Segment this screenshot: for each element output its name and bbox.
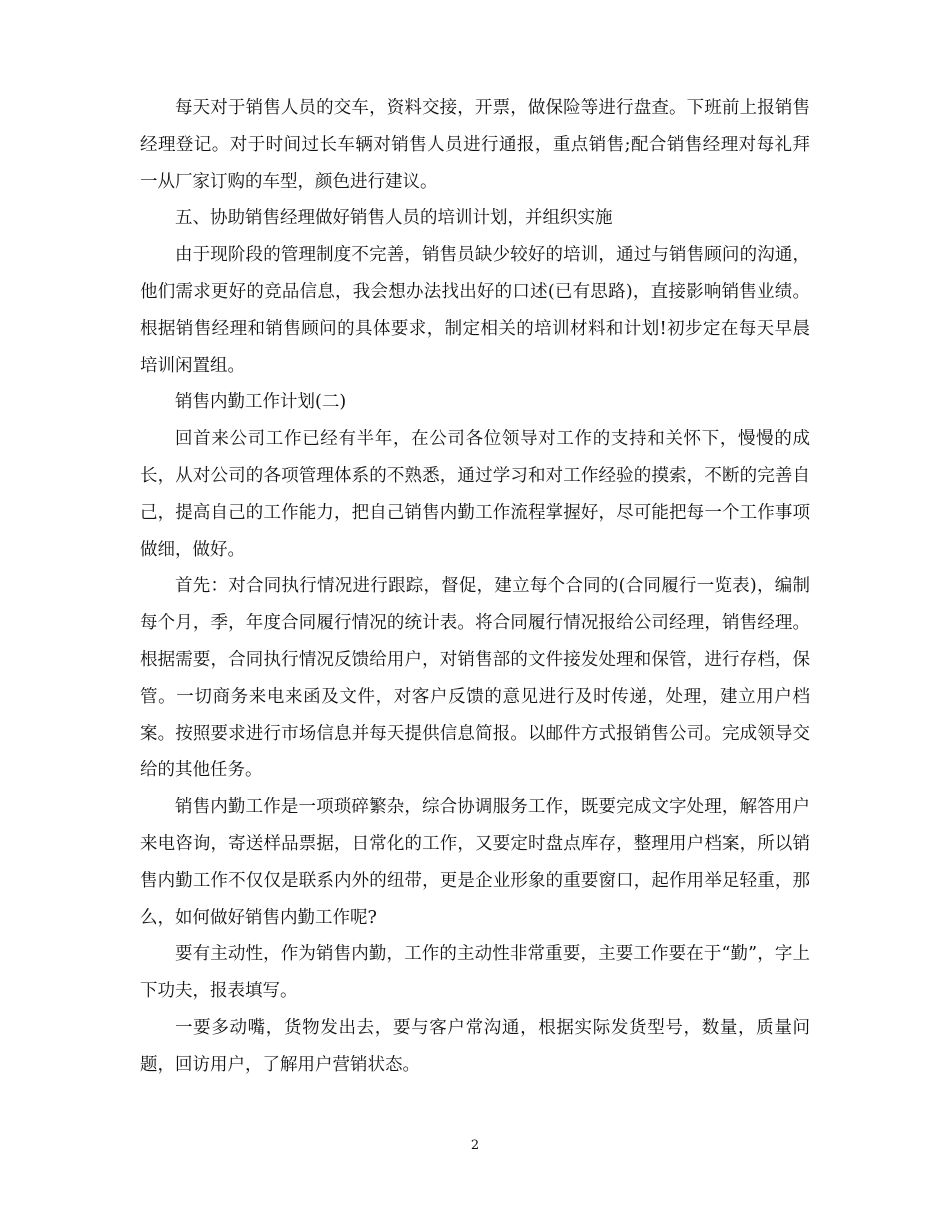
section-heading-plan-two: 销售内勤工作计划(二) [175, 392, 347, 413]
paragraph-training-plan: 由于现阶段的管理制度不完善，销售员缺少较好的培训，通过与销售顾问的沟通，他们需求更好的竞品信息，我会想办法找出好的口述(已有思路)，直接影响销售业绩。根据销售经理和销售顾问的具体要求，制定相关的培训材料和计划!初步定在每天早晨培训闲置组。 [140, 245, 810, 376]
paragraph-review: 回首来公司工作已经有半年，在公司各位领导对工作的支持和关怀下，慢慢的成长，从对公司的各项管理体系的不熟悉，通过学习和对工作经验的摸索，不断的完善自己，提高自己的工作能力，把自己销售内勤工作流程掌握好，尽可能把每一个工作事项做细，做好。 [140, 429, 810, 560]
paragraph-contract-tracking: 首先：对合同执行情况进行跟踪，督促，建立每个合同的(合同履行一览表)，编制每个月，季，年度合同履行情况的统计表。将合同履行情况报给公司经理，销售经理。根据需要，合同执行情况反馈给用户，对销售部的文件接发处理和保管，进行存档，保管。一切商务来电来函及文件，对客户反馈的意见进行及时传递，处理，建立用户档案。按照要求进行市场信息并每天提供信息简报。以邮件方式报销售公司。完成领导交给的其他任务。 [140, 576, 810, 781]
paragraph-daily-inspection: 每天对于销售人员的交车，资料交接，开票，做保险等进行盘查。下班前上报销售经理登记。对于时间过长车辆对销售人员进行通报，重点销售;配合销售经理对每礼拜一从厂家订购的车型，颜色进行建议。 [140, 98, 810, 192]
paragraph-initiative: 要有主动性，作为销售内勤，工作的主动性非常重要，主要工作要在于“勤”，字上下功夫，报表填写。 [140, 944, 810, 1002]
body-text [140, 90, 810, 1084]
section-heading-five: 五、协助销售经理做好销售人员的培训计划，并组织实施 [175, 208, 613, 229]
page-number: 2 [470, 1138, 480, 1153]
paragraph-sales-support-role: 销售内勤工作是一项琐碎繁杂，综合协调服务工作，既要完成文字处理，解答用户来电咨询，寄送样品票据，日常化的工作，又要定时盘点库存，整理用户档案，所以销售内勤工作不仅仅是联系内外的纽带，更是企业形象的重要窗口，起作用举足轻重，那么，如何做好销售内勤工作呢? [140, 797, 810, 928]
paragraph-communication: 一要多动嘴，货物发出去，要与客户常沟通，根据实际发货型号，数量，质量问题，回访用户，了解用户营销状态。 [140, 1017, 810, 1075]
